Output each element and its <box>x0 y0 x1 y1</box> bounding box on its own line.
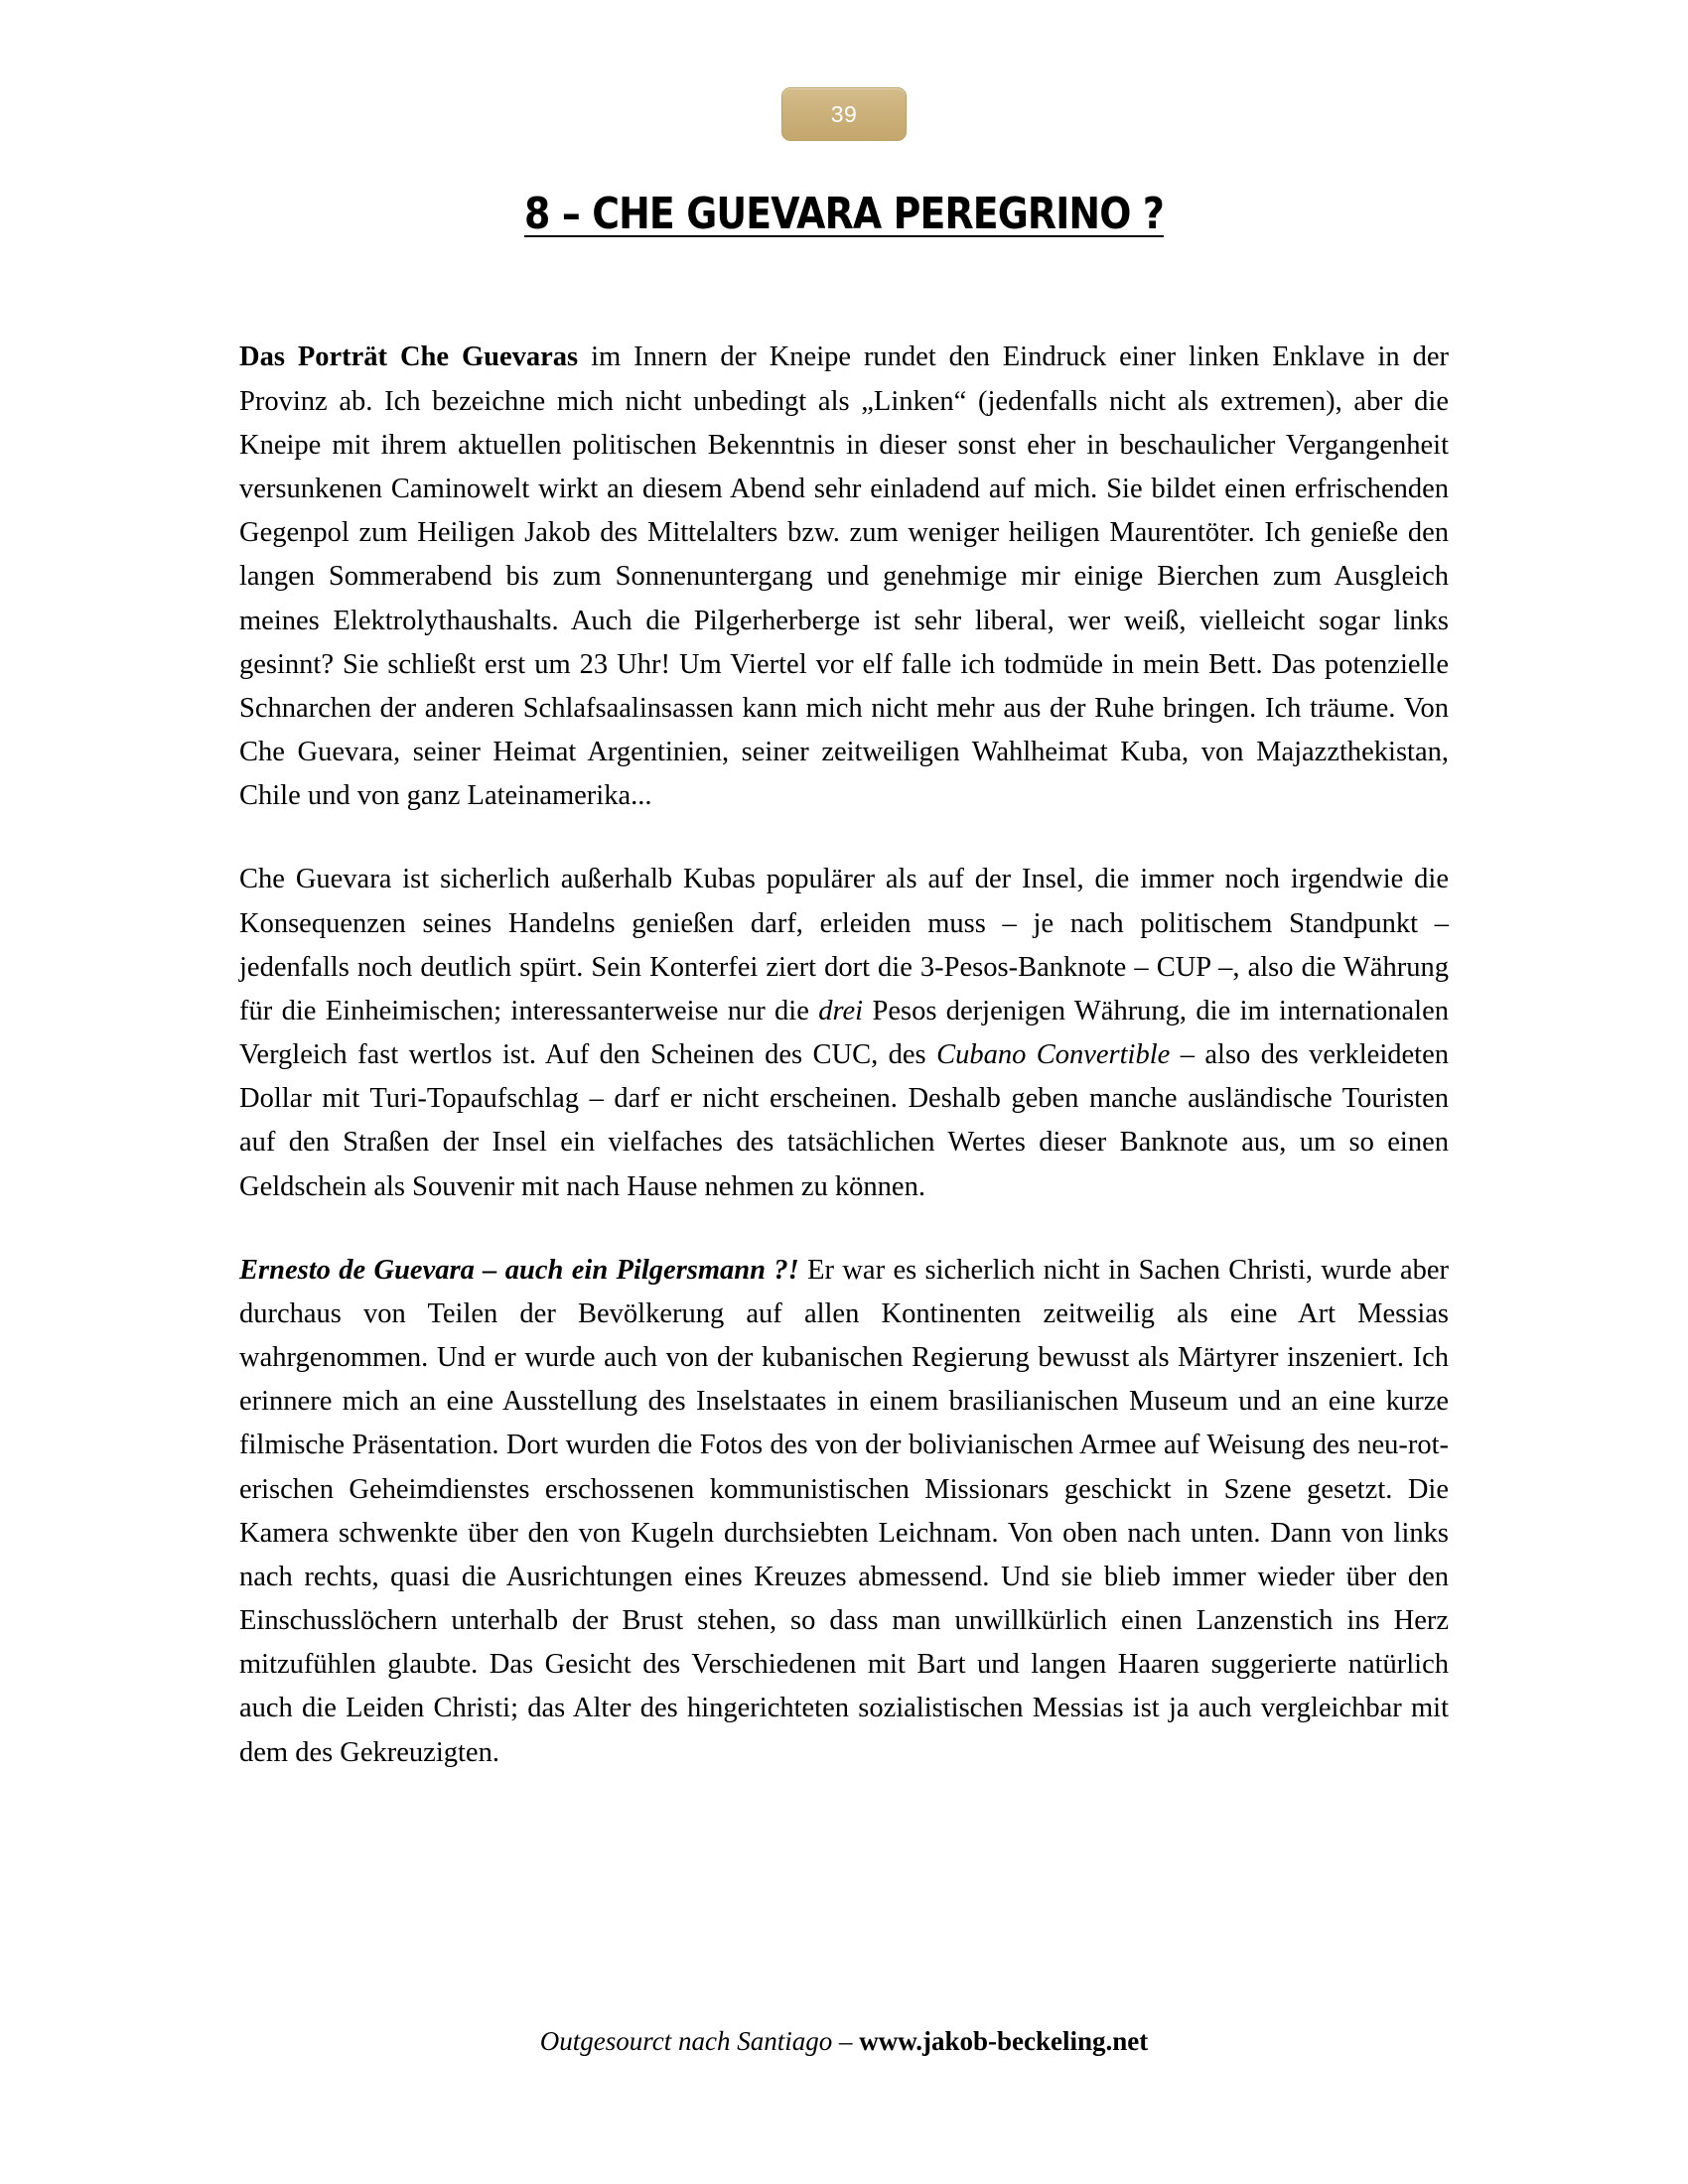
paragraph-2-text-a: Che Guevara ist sicherlich außerhalb Kubas populärer als auf der Insel, die immer noch irgendwie die Konsequenzen seines Handelns genießen darf, erleiden muss – je nach politischem Standpunkt – jedenfalls noch deutlich spürt. Sein Konterfei ziert dort die 3-Pesos-Banknote – CUP –, also die Währung für die Einheimischen; interessanterweise nur die <box>239 864 1449 1026</box>
footer-separator: – <box>832 2026 860 2056</box>
paragraph-2-emphasis-drei: drei <box>818 995 864 1026</box>
chapter-heading: 8 – CHE GUEVARA PEREGRINO ? <box>524 189 1164 239</box>
footer-website-url[interactable]: www.jakob-beckeling.net <box>859 2026 1149 2056</box>
paragraph-1-text: im Innern der Kneipe rundet den Eindruck einer linken Enklave in der Provinz ab. Ich bezeichne mich nicht unbedingt als „Linken“ (jedenfalls nicht als extremen), aber die Kneipe mit ihrem aktuellen politischen Bekenntnis in dieser sonst eher in beschaulicher Vergangenheit versunkenen Caminowelt wirkt an diesem Abend sehr einladend auf mich. Sie bildet einen erfrischenden Gegenpol zum Heiligen Jakob des Mittelalters bzw. zum weniger heiligen Maurentöter. Ich genieße den langen Sommerabend bis zum Sonnenuntergang und genehmige mir einige Bierchen zum Ausgleich meines Elektrolythaushalts. Auch die Pilgerherberge ist sehr liberal, wer weiß, vielleicht sogar links gesinnt? Sie schließt erst um 23 Uhr! Um Viertel vor elf falle ich todmüde in mein Bett. Das potenzielle Schnarchen der anderen Schlafsaalinsassen kann mich nicht mehr aus der Ruhe bringen. Ich träume. Von Che Guevara, seiner Heimat Argentinien, seiner zeitweiligen Wahlheimat Kuba, von Majazzthekistan, Chile und von ganz Lateinamerika... <box>239 341 1449 812</box>
footer-title: Outgesourct nach Santiago <box>539 2026 833 2056</box>
paragraph-3-text: Er war es sicherlich nicht in Sachen Christi, wurde aber durchaus von Teilen der Bevölkerung auf allen Kontinenten zeitweilig als eine Art Messias wahrgenommen. Und er wurde auch von der kubanischen Regierung bewusst als Märtyrer inszeniert. Ich erinnere mich an eine Ausstellung des Inselstaates in einem brasilianischen Museum und an eine kurze filmische Präsentation. Dort wurden die Fotos des von der bolivianischen Armee auf Weisung des neu-rot-erischen Geheimdienstes erschossenen kommunistischen Missionars geschickt in Szene gesetzt. Die Kamera schwenkte über den von Kugeln durchsiebten Leichnam. Von oben nach unten. Dann von links nach rechts, quasi die Ausrichtungen eines Kreuzes abmessend. Und sie blieb immer wieder über den Einschusslöchern unterhalb der Brust stehen, so dass man unwillkürlich einen Lanzenstich ins Herz mitzufühlen glaubte. Das Gesicht des Verschiedenen mit Bart und langen Haaren suggerierte natürlich auch die Leiden Christi; das Alter des hingerichteten sozialistischen Messias ist ja auch vergleichbar mit dem des Gekreuzigten. <box>239 1254 1449 1768</box>
body-content <box>239 268 1449 1774</box>
paragraph-2-emphasis-cubano-convertible: Cubano Convertible <box>936 1039 1171 1071</box>
paragraph-3-lead-in: Ernesto de Guevara – auch ein Pilgersmann ?! <box>239 1254 799 1286</box>
page-footer <box>0 2026 1688 2057</box>
paragraph-2 <box>239 858 1449 1208</box>
paragraph-2-text-c: – also des verkleideten Dollar mit Turi-Topaufschlag – darf er nicht erscheinen. Deshalb geben manche ausländische Touristen auf den Straßen der Insel ein vielfaches des tatsächlichen Wertes dieser Banknote aus, um so einen Geldschein als Souvenir mit nach Hause nehmen zu können. <box>239 1039 1449 1202</box>
page-number-badge: 39 <box>781 87 907 141</box>
paragraph-1 <box>239 336 1449 818</box>
paragraph-3 <box>239 1249 1449 1775</box>
page-number-container <box>0 0 1688 141</box>
paragraph-1-lead-in: Das Porträt Che Guevaras <box>239 341 579 373</box>
paragraph-2-text-b: Pesos derjenigen Währung, die im internationalen Vergleich fast wertlos ist. Auf den Scheinen des CUC, des <box>239 995 1449 1071</box>
